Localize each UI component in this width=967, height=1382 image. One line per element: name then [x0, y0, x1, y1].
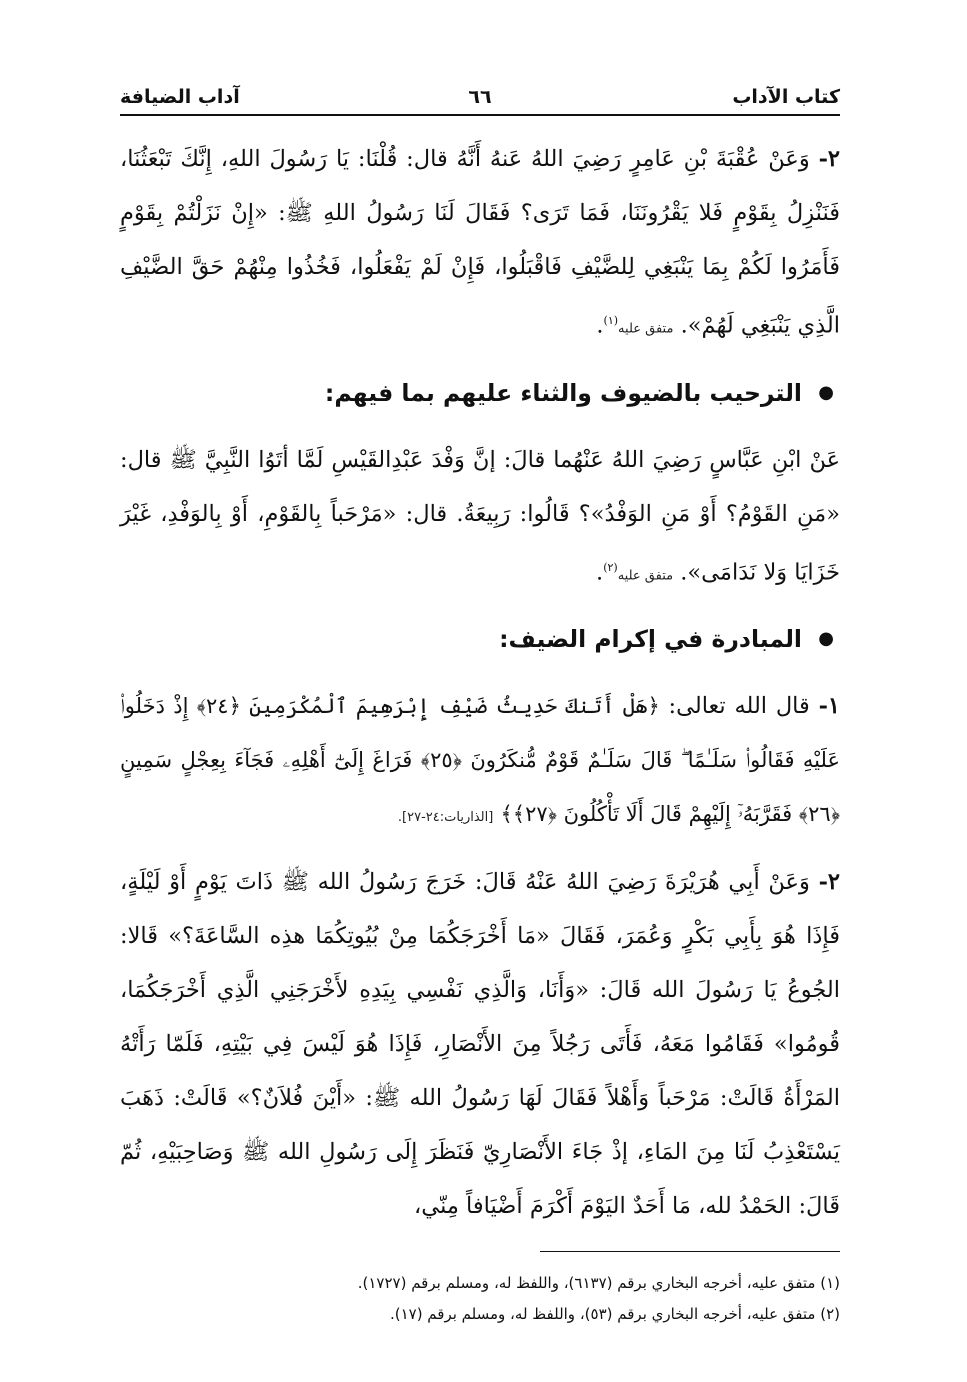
section-heading-welcoming: ● الترحيب بالضيوف والثناء عليهم بما فيهم:	[120, 367, 840, 419]
book-title: كتاب الآداب	[732, 86, 840, 108]
quran-quote	[120, 679, 840, 845]
hadith-text: وَعَنْ عُقْبَةَ بْنِ عَامِرٍ رَضِيَ اللهُ عَنهُ أَنَّهُ قال: قُلْنَا: يَا رَسُولَ اللهِ، إِنَّكَ تَبْعَثُنَا، فَنَنْزِلُ بِقَوْمٍ فَلا يَقْرُونَنَا، فَمَا تَرَى؟ فَقَالَ لَنَا رَسُولُ اللهِ ﷺ: «إِنْ نَزَلْتُمْ بِقَوْمٍ فَأَمَرُوا لَكُمْ بِمَا يَنْبَغِي لِلضَّيْفِ فَاقْبَلُوا، فَإِنْ لَمْ يَفْعَلُوا، فَخُذُوا مِنْهُمْ حَقَّ الضَّيْفِ الَّذِي يَنْبَغِي لَهُمْ».	[120, 146, 840, 339]
quote-intro: قال الله تعالى:	[668, 693, 810, 719]
hadith-text: وَعَنْ أَبِي هُرَيْرَةَ رَضِيَ اللهُ عَنْهُ قَالَ: خَرَجَ رَسُولُ الله ﷺ ذَاتَ يَوْمٍ أَوْ لَيْلَةٍ، فَإِذَا هُوَ بِأَبِي بَكْرٍ وَعُمَرَ، فَقَالَ «مَا أَخْرَجَكُمَا مِنْ بُيُوتِكُمَا هذِه السَّاعَةَ؟» قَالا: الجُوعُ يَا رَسُولَ الله قَالَ: «وَأَنَا، وَالَّذِي نَفْسِي بِيَدِهِ لأَخْرَجَنِي الَّذِي أَخْرَجَكُمَا، قُومُوا» فَقَامُوا مَعَهُ، فَأَتَى رَجُلاً مِنَ الأَنْصَارِ، فَإِذَا هُوَ لَيْسَ فِي بَيْتِهِ، فَلَمّا رَأَتْهُ المَرْأَةُ قَالَتْ: مَرْحَباً وَأَهْلاً فَقَالَ لَهَا رَسُولُ الله ﷺ: «أَيْنَ فُلاَنٌ؟» قَالَتْ: ذَهَبَ يَسْتَعْذِبُ لَنَا مِنَ المَاءِ، إذْ جَاءَ الأَنْصَارِيّ فَنَظَرَ إِلَى رَسُولِ الله ﷺ وَصَاحِبَيْهِ، ثُمّ قَالَ: الحَمْدُ لله، مَا أَحَدٌ اليَوْمَ أَكْرَمَ أَضْيَافاً مِنّي،	[120, 869, 840, 1219]
source-note: متفق عليه	[618, 321, 674, 337]
quran-verses: ﴿هَلْ أَتَنكَ حَدِيثُ ضَيْفِ إِبْرَهِيمَ ٱلْمُكْرَمِينَ ﴿٢٤﴾ إِذْ دَخَلُوا۟ عَلَيْهِ فَقَالُوا۟ سَلَـٰمًا ۖ قَالَ سَلَـٰمٌ قَوْمٌ مُّنكَرُونَ ﴿٢٥﴾ فَرَاغَ إِلَىٰٓ أَهْلِهِۦ فَجَآءَ بِعِجْلٍ سَمِينٍ ﴿٢٦﴾ فَقَرَّبَهُۥٓ إِلَيْهِمْ قَالَ أَلَا تَأْكُلُونَ ﴿٢٧﴾﴾	[120, 694, 840, 826]
footnote-ref[interactable]: (٢)	[603, 560, 618, 574]
hadith-uqbah	[120, 132, 840, 357]
running-header	[120, 80, 840, 116]
hadith-text: عَنْ ابْنِ عَبَّاسٍ رَضِيَ اللهُ عَنْهُما قالَ: إنَّ وَفْدَ عَبْدِالقَيْسِ لَمَّا أتَوُا النَّبِيَّ ﷺ قال: «مَنِ القَوْمُ؟ أَوْ مَنِ الوَفْدُ»؟ قَالُوا: رَبِيعَةُ. قال: «مَرْحَباً بِالقَوْمِ، أَوْ بِالوَفْدِ، غَيْرَ خَزَايَا وَلا نَدَامَى».	[120, 446, 840, 585]
page-number: ٦٦	[468, 86, 492, 108]
bullet-icon: ●	[818, 628, 834, 649]
item-number: ٢-	[818, 869, 841, 895]
source-note: متفق عليه	[617, 568, 674, 583]
hadith-abu-hurairah	[120, 855, 840, 1233]
page-body	[120, 132, 840, 1233]
period: .	[596, 559, 604, 585]
bullet-icon: ●	[818, 381, 834, 403]
period: .	[596, 312, 604, 339]
page	[120, 80, 840, 1330]
verse-reference: [الذاريات:٢٤-٢٧].	[397, 810, 494, 825]
item-number: ١-	[818, 693, 840, 719]
footnote-2: (٢) متفق عليه، أخرجه البخاري برقم (٥٣)، واللفظ له، ومسلم برقم (١٧).	[389, 1305, 840, 1323]
chapter-title: آداب الضيافة	[120, 86, 240, 108]
hadith-ibn-abbas	[120, 433, 840, 604]
footnote-separator	[540, 1251, 840, 1252]
item-number: ٢-	[818, 146, 840, 172]
footnote-1: (١) متفق عليه، أخرجه البخاري برقم (٦١٣٧)، واللفظ له، ومسلم برقم (١٧٢٧).	[357, 1274, 840, 1292]
section-heading-hastening: ● المبادرة في إكرام الضيف:	[120, 613, 840, 665]
footnote-ref[interactable]: (١)	[603, 314, 619, 327]
